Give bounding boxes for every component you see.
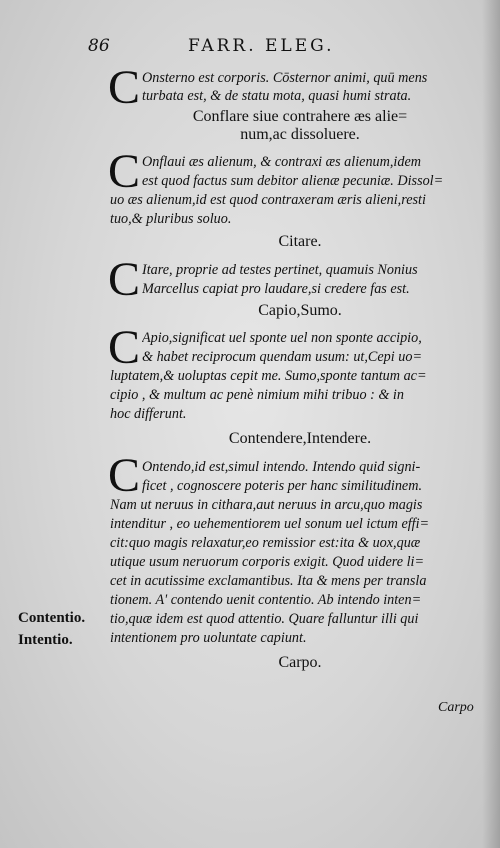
- text-line: Apio,significat uel sponte uel non sponte accipio,: [142, 330, 422, 346]
- catchword: Carpo: [438, 700, 474, 715]
- text-line: Itare, proprie ad testes pertinet, quamuis Nonius: [142, 262, 418, 278]
- text-line: tuo,& pluribus soluo.: [110, 211, 232, 227]
- text-line: utique usum neruorum corporis exigit. Quod uidere li=: [110, 554, 425, 570]
- entry-heading-carpo: Carpo.: [278, 654, 322, 671]
- text-line: hoc differunt.: [110, 406, 187, 422]
- text-line: ficet , cognoscere poteris per hanc similitudinem.: [142, 478, 423, 494]
- text-line: tio,quæ idem est quod attentio. Quare falluntur illi qui: [110, 611, 419, 627]
- drop-cap-consterno: C: [108, 61, 141, 114]
- text-line: cit:quo magis relaxatur,eo remissior est:ita & uox,quæ: [110, 535, 421, 551]
- entry-heading-capio: Capio,Sumo.: [258, 302, 342, 319]
- entry-heading-contendere: Contendere,Intendere.: [228, 430, 372, 447]
- entry-heading-conflare-2: num,ac dissoluere.: [240, 126, 360, 143]
- page-number: 86: [88, 36, 110, 56]
- running-title: FARR. ELEG.: [188, 36, 335, 56]
- text-line: Nam ut neruus in cithara,aut neruus in arcu,quo magis: [110, 497, 423, 513]
- text-line: tionem. A' contendo uenit contentio. Ab intendo inten=: [110, 592, 422, 608]
- text-line: intentionem pro uoluntate capiunt.: [110, 630, 307, 646]
- text-line: Marcellus capiat pro laudare,si credere fas est.: [142, 281, 410, 297]
- margin-note-intentio: Intentio.: [18, 632, 73, 648]
- text-line: turbata est, & de statu mota, quasi humi strata.: [142, 88, 412, 104]
- drop-cap-citare: C: [108, 253, 141, 306]
- page-header: [0, 36, 500, 58]
- text-line: est quod factus sum debitor alienæ pecuniæ. Dissol=: [142, 173, 444, 189]
- text-line: intenditur , eo uehementiorem uel sonum uel ictum effi=: [110, 516, 430, 532]
- text-line: Onsterno est corporis. Cōsternor animi, quū mens: [142, 70, 428, 86]
- entry-heading-citare: Citare.: [278, 233, 322, 250]
- text-line: uo æs alienum,id est quod contraxeram æris alieni,resti: [110, 192, 426, 208]
- text-line: cipio , & multum ac penè nimium mihi tribuo : & in: [110, 387, 404, 403]
- drop-cap-contendere: C: [108, 449, 141, 502]
- text-line: cet in acutissime exclamantibus. Ita & mens per transla: [110, 573, 427, 589]
- drop-cap-capio: C: [108, 321, 141, 374]
- entry-heading-conflare-1: Conflare siue contrahere æs alie=: [192, 108, 408, 125]
- drop-cap-conflare: C: [108, 145, 141, 198]
- text-line: luptatem,& uoluptas cepit me. Sumo,sponte tantum ac=: [110, 368, 427, 384]
- text-line: Onflaui æs alienum, & contraxi æs alienum,idem: [142, 154, 422, 170]
- text-line: Ontendo,id est,simul intendo. Intendo quid signi-: [142, 459, 421, 475]
- margin-note-contentio: Contentio.: [18, 610, 86, 626]
- text-line: & habet reciprocum quendam usum: ut,Cepi uo=: [142, 349, 423, 365]
